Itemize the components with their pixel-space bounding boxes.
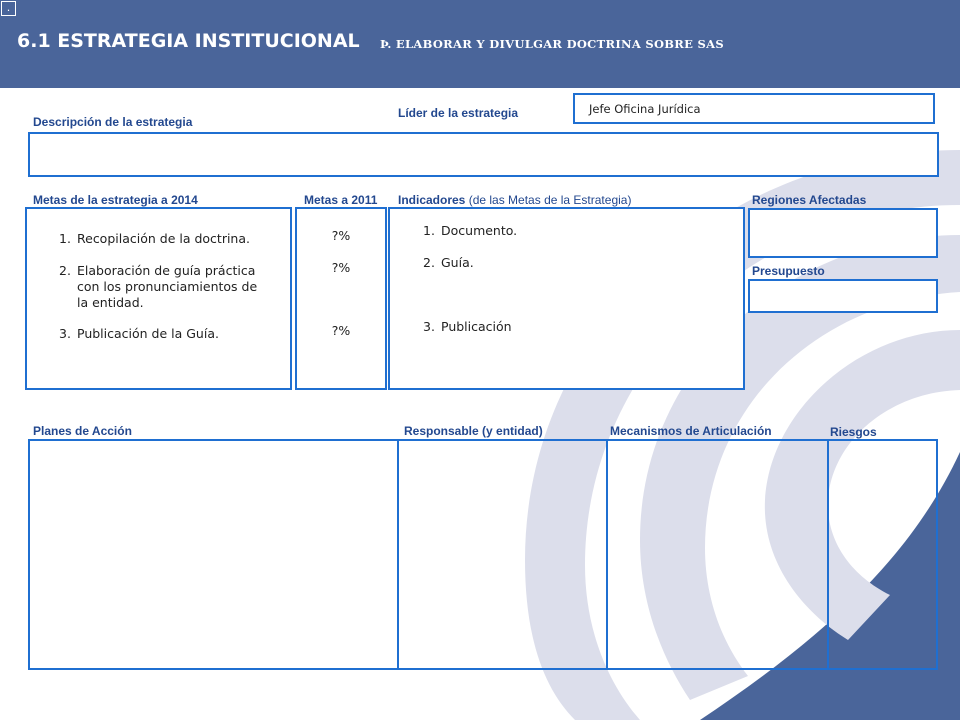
indicador-item-3 [423, 319, 512, 335]
label-metas-2011: Metas a 2011 [304, 193, 378, 207]
metas-2014-item-3-text: Publicación de la Guía. [77, 326, 219, 341]
metas-2014-item-1-number: 1. [59, 231, 71, 246]
slide-subtitle: Þ. ELABORAR Y DIVULGAR DOCTRINA SOBRE SAS [380, 37, 724, 51]
indicador-item-2 [423, 255, 474, 271]
riesgos-column[interactable] [827, 439, 938, 670]
label-metas-2014: Metas de la estrategia a 2014 [33, 193, 198, 207]
label-presupuesto: Presupuesto [752, 264, 825, 278]
metas-2014-item-2 [59, 263, 284, 311]
metas-2011-value-1: ?% [331, 228, 351, 243]
slide-title: 6.1 ESTRATEGIA INSTITUCIONAL [17, 30, 360, 52]
metas-2014-box[interactable] [25, 207, 292, 390]
label-responsable: Responsable (y entidad) [404, 424, 543, 438]
mecanismos-column[interactable] [606, 439, 829, 670]
corner-marker[interactable]: . [1, 1, 16, 16]
label-riesgos: Riesgos [830, 425, 877, 439]
metas-2011-value-2: ?% [331, 260, 351, 275]
lider-field[interactable] [573, 93, 935, 124]
indicadores-box[interactable] [388, 207, 745, 390]
indicador-item-1-text: Documento. [441, 223, 518, 238]
lider-value: Jefe Oficina Jurídica [589, 102, 701, 116]
label-indicadores-main: Indicadores [398, 193, 466, 207]
regiones-field[interactable] [748, 208, 938, 258]
metas-2014-item-2-number: 2. [59, 263, 71, 278]
metas-2014-item-3-number: 3. [59, 326, 71, 341]
indicador-item-3-number: 3. [423, 319, 435, 334]
metas-2014-item-1-text: Recopilación de la doctrina. [77, 231, 250, 246]
label-regiones: Regiones Afectadas [752, 193, 867, 207]
indicador-item-2-number: 2. [423, 255, 435, 270]
metas-2014-item-3 [59, 326, 284, 342]
label-lider: Líder de la estrategia [398, 106, 519, 120]
presupuesto-field[interactable] [748, 279, 938, 313]
indicador-item-1 [423, 223, 517, 239]
metas-2014-item-2-line-3: la entidad. [77, 295, 144, 310]
label-planes: Planes de Acción [33, 424, 132, 438]
metas-2014-item-2-line-2: con los pronunciamientos de [77, 279, 258, 294]
metas-2011-box[interactable] [295, 207, 387, 390]
label-mecanismos: Mecanismos de Articulación [610, 424, 772, 438]
label-indicadores [398, 193, 631, 207]
responsable-column[interactable] [397, 439, 608, 670]
indicador-item-2-text: Guía. [441, 255, 474, 270]
metas-2011-value-3: ?% [331, 323, 351, 338]
indicador-item-3-text: Publicación [441, 319, 512, 334]
indicador-item-1-number: 1. [423, 223, 435, 238]
descripcion-field[interactable] [28, 132, 939, 177]
label-descripcion: Descripción de la estrategia [33, 115, 193, 129]
metas-2014-item-2-line-1: Elaboración de guía práctica [77, 263, 256, 278]
planes-column[interactable] [28, 439, 399, 670]
metas-2014-item-1 [59, 231, 284, 247]
label-indicadores-suffix: (de las Metas de la Estrategia) [468, 193, 632, 207]
